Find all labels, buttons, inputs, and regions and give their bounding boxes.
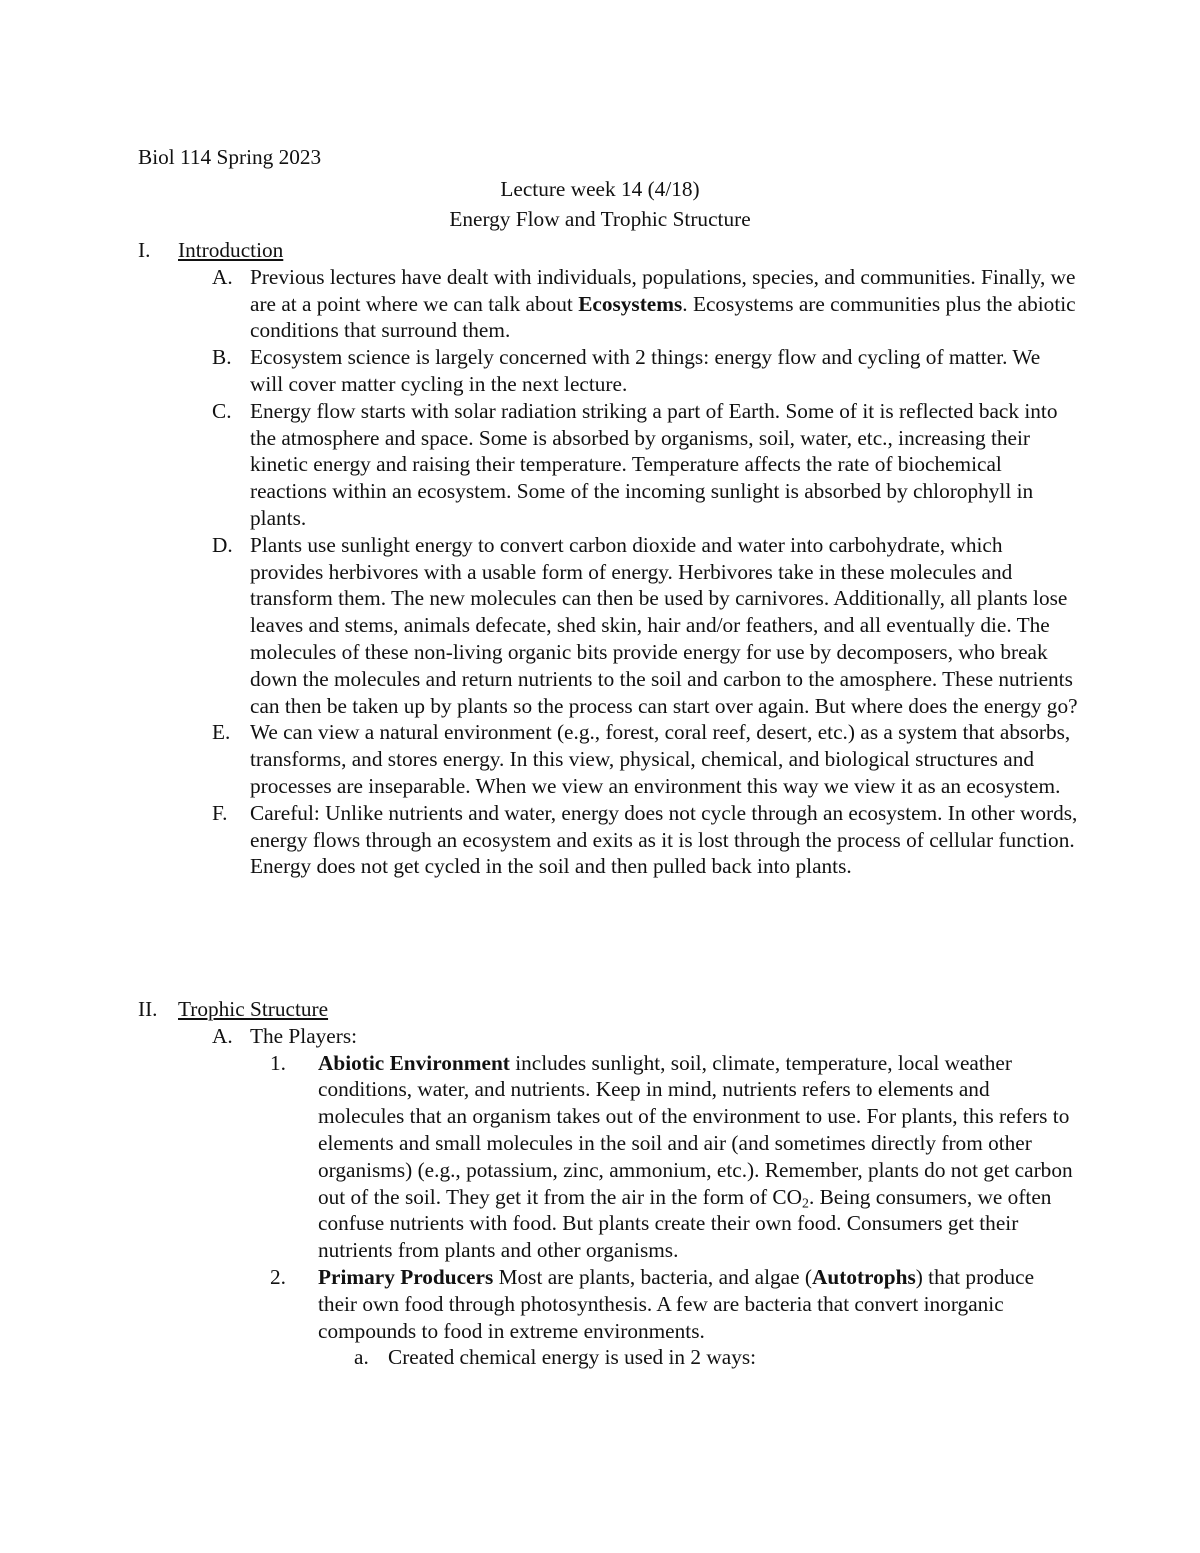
section-numeral: II. <box>138 997 158 1021</box>
item-marker: 1. <box>270 1050 286 1075</box>
item-text: Most are plants, bacteria, and algae ( <box>493 1264 812 1289</box>
item-text: ) that produce their own food through photosynthesis. A few are bacteria that convert inorganic compounds to food in extreme environments. <box>318 1264 1035 1343</box>
section-numeral: I. <box>138 238 151 262</box>
section-heading <box>138 237 1078 264</box>
list-item <box>138 1050 1078 1264</box>
section-introduction <box>138 237 1078 880</box>
term-bold: Ecosystems <box>578 291 683 316</box>
document-title: Energy Flow and Trophic Structure <box>449 207 751 231</box>
term-bold: Autotrophs <box>812 1264 916 1289</box>
list-item <box>138 800 1078 880</box>
list-item <box>138 719 1078 799</box>
item-marker: A. <box>212 264 233 289</box>
section-trophic-structure <box>138 996 1078 1371</box>
item-text: . Being consumers, we often confuse nutrients with food. But plants create their own food. Consumers get their nutrients from plants and other organisms. <box>318 1184 1052 1263</box>
list-item <box>138 344 1078 398</box>
item-marker: E. <box>212 720 231 745</box>
section-heading <box>138 996 1078 1023</box>
lecture-date: Lecture week 14 (4/18) <box>500 177 700 201</box>
course-label: Biol 114 Spring 2023 <box>138 145 322 169</box>
item-marker: B. <box>212 345 232 370</box>
item-text: Ecosystem science is largely concerned with 2 things: energy flow and cycling of matter. We will cover matter cycling in the next lecture. <box>250 345 1041 396</box>
list-item <box>138 1344 1078 1371</box>
item-marker: a. <box>354 1345 369 1370</box>
item-text: Plants use sunlight energy to convert carbon dioxide and water into carbohydrate, which provides herbivores with a usable form of energy. Herbivores take in these molecules and transform them. The new molecules can then be used by carnivores. Additionally, all plants lose leaves and stems, animals defecate, shed skin, hair and/or feathers, and all eventually die. The molecules of these non-living organic bits provide energy for use by decomposers, who break down the molecules and return nutrients to the soil and carbon to the amosphere. These nutrients can then be taken up by plants so the process can start over again. But where does the energy go? <box>250 532 1078 718</box>
term-bold: Primary Producers <box>318 1264 494 1289</box>
section-title: Introduction <box>178 238 284 262</box>
list-item <box>138 532 1078 720</box>
item-text: Energy flow starts with solar radiation striking a part of Earth. Some of it is reflected back into the atmosphere and space. Some is absorbed by organisms, soil, water, etc., increasing their kinetic energy and raising their temperature. Temperature affects the rate of biochemical reactions within an ecosystem. Some of the incoming sunlight is absorbed by chlorophyll in plants. <box>250 398 1058 530</box>
item-text: We can view a natural environment (e.g., forest, coral reef, desert, etc.) as a system that absorbs, transforms, and stores energy. In this view, physical, chemical, and biological structures and processes are inseparable. When we view an environment this way we view it as an ecosystem. <box>250 720 1071 798</box>
item-text: The Players: <box>250 1023 358 1048</box>
item-text: . Ecosystems are communities plus the abiotic conditions that surround them. <box>250 291 1076 343</box>
item-text: Created chemical energy is used in 2 ways: <box>388 1345 757 1370</box>
list-item <box>138 398 1078 532</box>
item-marker: D. <box>212 532 233 557</box>
term-bold: Abiotic Environment <box>318 1050 510 1075</box>
item-text: Careful: Unlike nutrients and water, energy does not cycle through an ecosystem. In other words, energy flows through an ecosystem and exits as it is lost through the process of cellular function. Energy does not get cycled in the soil and then pulled back into plants. <box>250 800 1078 879</box>
item-text: includes sunlight, soil, climate, temperature, local weather conditions, water, and nutrients. Keep in mind, nutrients refers to elements and molecules that an organism takes out of the environment to use. For plants, this refers to elements and small molecules in the soil and air (and sometimes directly from other organisms) (e.g., potassium, zinc, ammonium, etc.). Remember, plants do not get carbon out of the soil. They get it from the air in the form of CO <box>318 1050 1073 1209</box>
subscript: 2 <box>802 1195 809 1211</box>
item-marker: 2. <box>270 1264 286 1289</box>
item-marker: C. <box>212 398 232 423</box>
item-marker: F. <box>212 800 228 825</box>
item-marker: A. <box>212 1023 233 1048</box>
list-item <box>138 264 1078 344</box>
list-item <box>138 1023 1078 1050</box>
item-text: Previous lectures have dealt with individuals, populations, species, and communities. Finally, we are at a point where we can talk about <box>250 264 1076 316</box>
section-title: Trophic Structure <box>178 997 329 1021</box>
list-item <box>138 1264 1078 1344</box>
